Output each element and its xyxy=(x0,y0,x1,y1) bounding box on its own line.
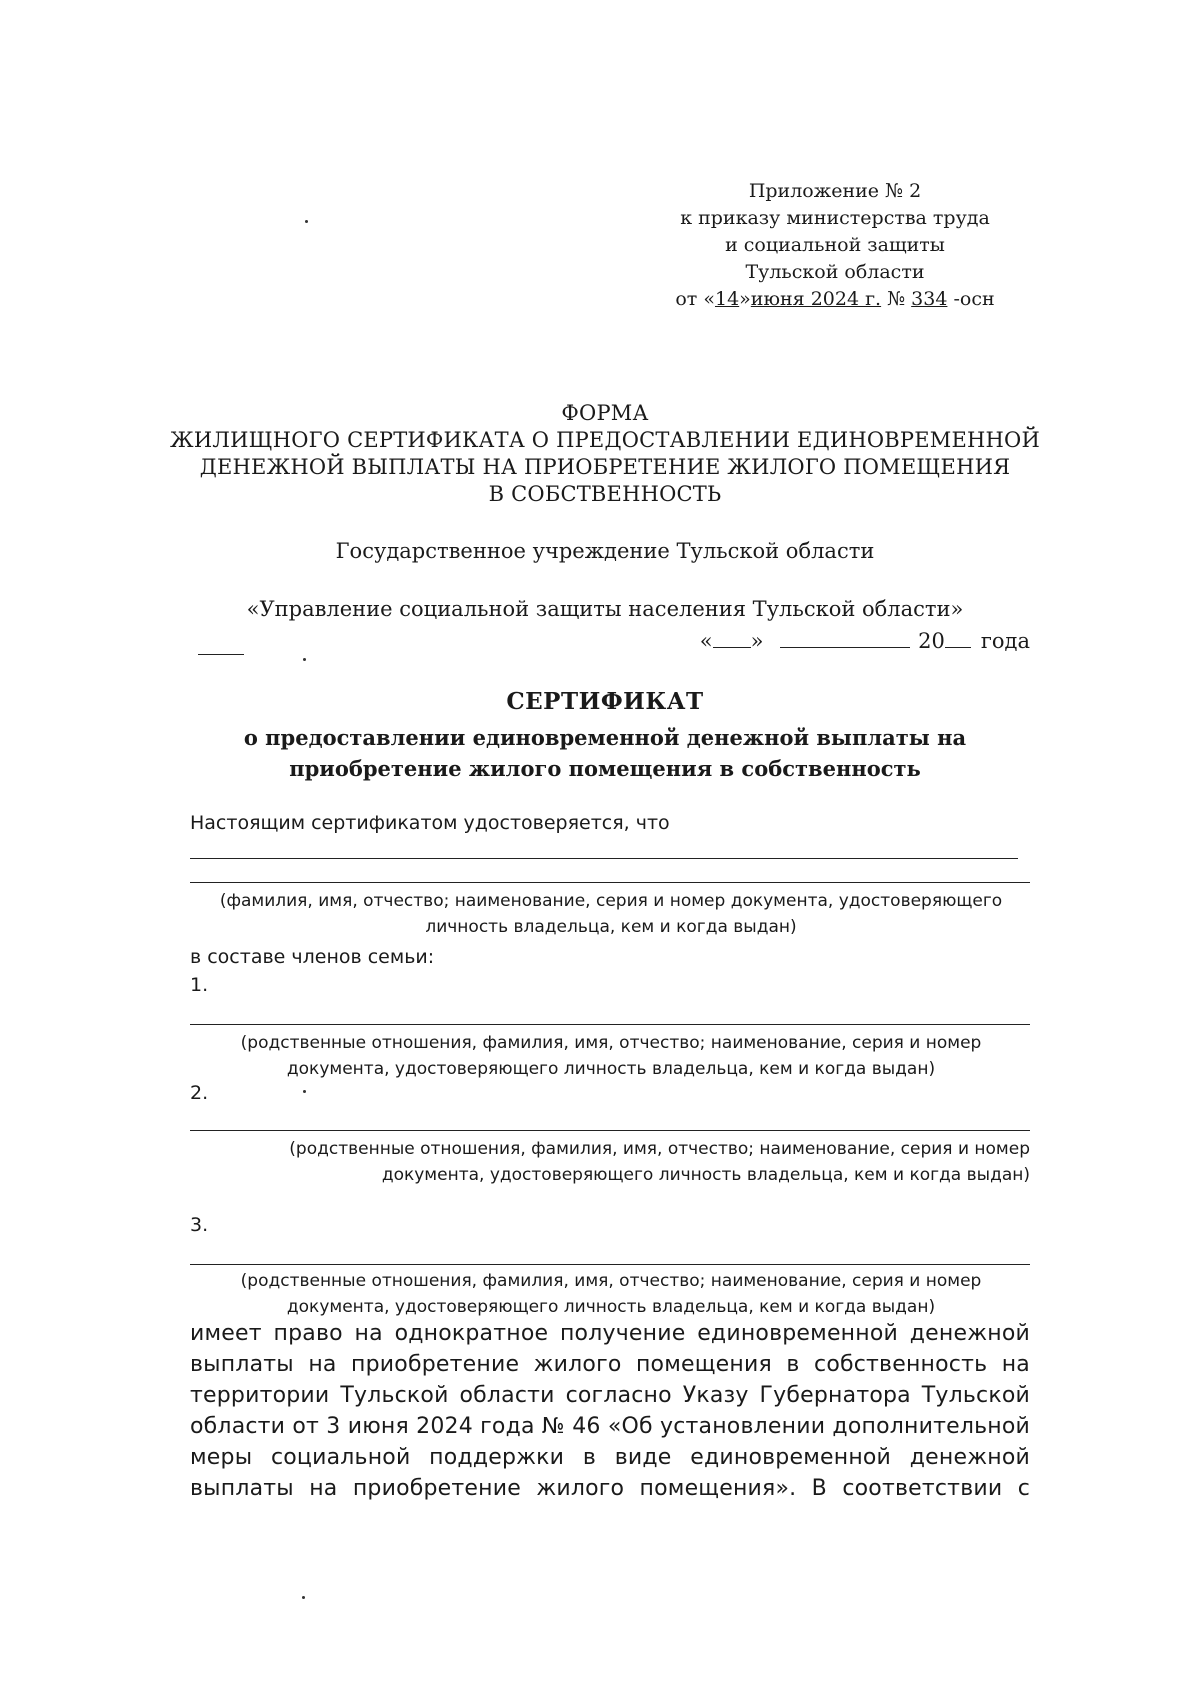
paragraph-line-6: выплаты на приобретение жилого помещения». В соответствии с xyxy=(190,1476,1030,1501)
date-century: 20 xyxy=(918,629,945,653)
holder-line-1 xyxy=(190,858,1018,859)
family-member-2-line xyxy=(190,1130,1030,1131)
appendix-order-number: 334 xyxy=(911,288,948,310)
certificate-subtitle xyxy=(160,722,1050,784)
appendix-date-month-year: июня 2024 г. xyxy=(750,288,882,310)
family-member-1-hint-1: (родственные отношения, фамилия, имя, отчество; наименование, серия и номер xyxy=(240,1033,982,1053)
form-title xyxy=(130,400,1080,508)
paragraph-line-3: территории Тульской области согласно Указу Губернатора Тульской xyxy=(190,1383,1030,1408)
entitlement-paragraph xyxy=(190,1318,1030,1504)
family-member-2-number: 2. xyxy=(190,1082,209,1104)
family-member-3-number: 3. xyxy=(190,1214,209,1236)
organization-line-1: Государственное учреждение Тульской области xyxy=(335,539,875,563)
family-member-3-line xyxy=(190,1264,1030,1265)
paragraph-line-1: имеет право на однократное получение единовременной денежной xyxy=(190,1321,1030,1346)
appendix-block xyxy=(650,178,1020,313)
scan-speck xyxy=(303,658,306,661)
family-label: в составе членов семьи: xyxy=(190,946,435,968)
family-member-2-hint-1: (родственные отношения, фамилия, имя, отчество; наименование, серия и номер xyxy=(289,1139,1030,1159)
paragraph-line-5: меры социальной поддержки в виде единовременной денежной xyxy=(190,1445,1030,1470)
month-blank xyxy=(780,628,910,648)
scan-speck xyxy=(305,220,308,223)
number-blank xyxy=(198,654,244,655)
appendix-number-prefix: № xyxy=(881,288,912,310)
date-field xyxy=(700,628,1030,653)
scan-speck xyxy=(302,1596,305,1599)
appendix-line-3: и социальной защиты xyxy=(725,234,945,256)
appendix-line-2: к приказу министерства труда xyxy=(680,207,990,229)
certificate-title: СЕРТИФИКАТ xyxy=(506,688,704,715)
family-member-1-hint-2: документа, удостоверяющего личность владельца, кем и когда выдан) xyxy=(286,1059,936,1079)
family-member-3-hint-1: (родственные отношения, фамилия, имя, отчество; наименование, серия и номер xyxy=(240,1271,982,1291)
date-open-quote: « xyxy=(699,629,713,653)
year-blank xyxy=(945,628,971,648)
appendix-line-4: Тульской области xyxy=(745,261,925,283)
form-title-line-1: ФОРМА xyxy=(561,401,649,425)
organization-line-2: «Управление социальной защиты населения Тульской области» xyxy=(246,597,964,621)
appendix-date-mid: » xyxy=(739,288,751,310)
form-title-line-2: ЖИЛИЩНОГО СЕРТИФИКАТА О ПРЕДОСТАВЛЕНИИ ЕДИНОВРЕМЕННОЙ xyxy=(170,428,1040,452)
paragraph-line-2: выплаты на приобретение жилого помещения в собственность на xyxy=(190,1352,1030,1377)
appendix-number-suffix: -осн xyxy=(947,288,995,310)
scan-speck xyxy=(303,1090,306,1093)
holder-intro: Настоящим сертификатом удостоверяется, что xyxy=(190,812,670,834)
date-suffix: года xyxy=(980,629,1030,653)
form-title-line-3: ДЕНЕЖНОЙ ВЫПЛАТЫ НА ПРИОБРЕТЕНИЕ ЖИЛОГО ПОМЕЩЕНИЯ xyxy=(199,455,1011,479)
day-blank xyxy=(713,628,751,648)
family-member-1-line xyxy=(190,1024,1030,1025)
appendix-date-prefix: от « xyxy=(675,288,715,310)
family-member-1-number: 1. xyxy=(190,974,209,996)
form-title-line-4: В СОБСТВЕННОСТЬ xyxy=(488,482,722,506)
family-member-2-hint-2: документа, удостоверяющего личность владельца, кем и когда выдан) xyxy=(381,1165,1030,1185)
holder-hint-line-2: личность владельца, кем и когда выдан) xyxy=(425,917,797,937)
date-field-row xyxy=(190,626,1030,656)
appendix-order-date xyxy=(650,286,1020,313)
date-close-quote: » xyxy=(750,629,764,653)
paragraph-line-4: области от 3 июня 2024 года № 46 «Об установлении дополнительной xyxy=(190,1414,1030,1439)
holder-line-2 xyxy=(190,882,1030,883)
appendix-line-1: Приложение № 2 xyxy=(748,180,922,202)
certificate-subtitle-line-1: о предоставлении единовременной денежной выплаты на xyxy=(243,725,967,750)
holder-hint-line-1: (фамилия, имя, отчество; наименование, серия и номер документа, удостоверяющего xyxy=(219,891,1003,911)
family-member-3-hint-2: документа, удостоверяющего личность владельца, кем и когда выдан) xyxy=(286,1297,936,1317)
certificate-subtitle-line-2: приобретение жилого помещения в собственность xyxy=(289,756,921,781)
appendix-date-day: 14 xyxy=(714,288,740,310)
